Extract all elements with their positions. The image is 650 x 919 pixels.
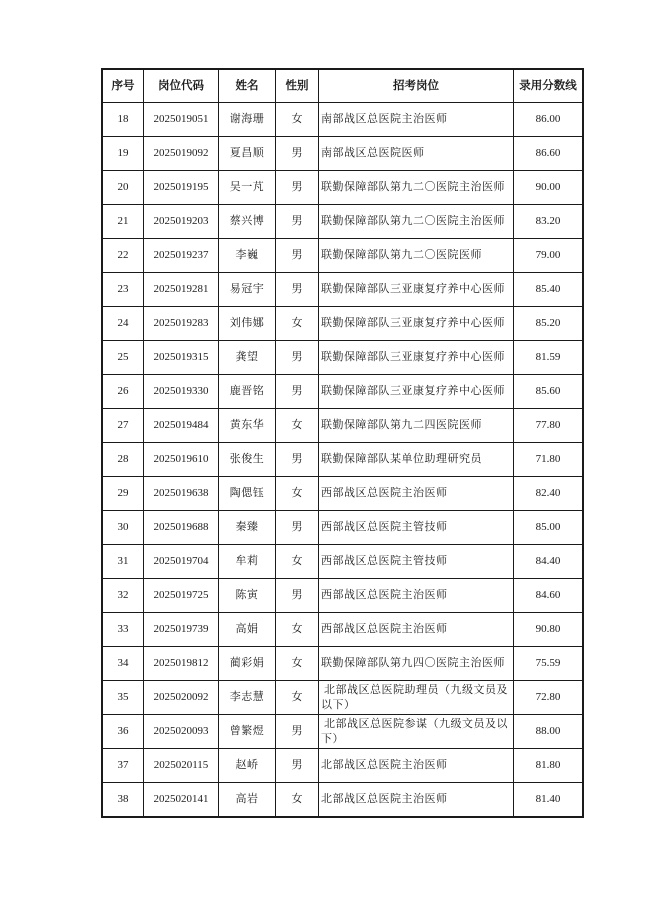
- cell-serial: 35: [102, 681, 144, 715]
- cell-position: 西部战区总医院主管技师: [319, 511, 514, 545]
- cell-position: 联勤保障部队三亚康复疗养中心医师: [319, 273, 514, 307]
- cell-position: 西部战区总医院主管技师: [319, 545, 514, 579]
- table-row: [102, 511, 583, 545]
- cell-name: 张俊生: [219, 443, 276, 477]
- cell-gender: 男: [276, 239, 319, 273]
- cell-gender: 女: [276, 783, 319, 818]
- cell-gender: 女: [276, 545, 319, 579]
- cell-serial: 19: [102, 137, 144, 171]
- cell-name: 曾繁煜: [219, 715, 276, 749]
- cell-position: 联勤保障部队某单位助理研究员: [319, 443, 514, 477]
- cell-code: 2025019315: [144, 341, 219, 375]
- cell-name: 牟莉: [219, 545, 276, 579]
- table-row: [102, 477, 583, 511]
- cell-score: 81.59: [514, 341, 584, 375]
- table-row: [102, 137, 583, 171]
- table-row: [102, 205, 583, 239]
- cell-gender: 男: [276, 205, 319, 239]
- cell-name: 刘伟娜: [219, 307, 276, 341]
- cell-position: 联勤保障部队三亚康复疗养中心医师: [319, 375, 514, 409]
- cell-position: 北部战区总医院主治医师: [319, 783, 514, 818]
- cell-score: 86.00: [514, 103, 584, 137]
- cell-gender: 男: [276, 273, 319, 307]
- cell-code: 2025019688: [144, 511, 219, 545]
- cell-position: 北部战区总医院参谋（九级文员及以下）: [319, 715, 514, 749]
- cell-serial: 26: [102, 375, 144, 409]
- column-header-name: 姓名: [219, 69, 276, 103]
- cell-name: 赵峤: [219, 749, 276, 783]
- cell-name: 谢海珊: [219, 103, 276, 137]
- cell-gender: 女: [276, 103, 319, 137]
- cell-score: 85.60: [514, 375, 584, 409]
- table-row: [102, 103, 583, 137]
- cell-gender: 男: [276, 443, 319, 477]
- cell-score: 90.00: [514, 171, 584, 205]
- cell-gender: 男: [276, 375, 319, 409]
- table-row: [102, 749, 583, 783]
- cell-name: 蔡兴博: [219, 205, 276, 239]
- cell-position: 联勤保障部队三亚康复疗养中心医师: [319, 341, 514, 375]
- cell-serial: 37: [102, 749, 144, 783]
- cell-score: 84.60: [514, 579, 584, 613]
- cell-score: 81.80: [514, 749, 584, 783]
- cell-code: 2025020115: [144, 749, 219, 783]
- cell-score: 90.80: [514, 613, 584, 647]
- table-body: [102, 103, 583, 818]
- table-row: [102, 783, 583, 818]
- cell-serial: 28: [102, 443, 144, 477]
- cell-name: 高娟: [219, 613, 276, 647]
- cell-position: 西部战区总医院主治医师: [319, 477, 514, 511]
- cell-score: 72.80: [514, 681, 584, 715]
- cell-gender: 女: [276, 307, 319, 341]
- header-row: [102, 69, 583, 103]
- cell-code: 2025020141: [144, 783, 219, 818]
- cell-name: 陈寅: [219, 579, 276, 613]
- cell-position: 联勤保障部队第九二四医院医师: [319, 409, 514, 443]
- table-row: [102, 579, 583, 613]
- cell-gender: 男: [276, 341, 319, 375]
- cell-code: 2025020093: [144, 715, 219, 749]
- cell-name: 易冠宇: [219, 273, 276, 307]
- cell-position: 北部战区总医院助理员（九级文员及以下）: [319, 681, 514, 715]
- cell-code: 2025019610: [144, 443, 219, 477]
- cell-serial: 23: [102, 273, 144, 307]
- table-row: [102, 307, 583, 341]
- cell-serial: 21: [102, 205, 144, 239]
- cell-serial: 24: [102, 307, 144, 341]
- cell-position: 南部战区总医院主治医师: [319, 103, 514, 137]
- cell-name: 鹿晋铭: [219, 375, 276, 409]
- cell-code: 2025019638: [144, 477, 219, 511]
- cell-position: 西部战区总医院主治医师: [319, 579, 514, 613]
- cell-gender: 男: [276, 579, 319, 613]
- table-row: [102, 715, 583, 749]
- cell-score: 81.40: [514, 783, 584, 818]
- cell-serial: 34: [102, 647, 144, 681]
- table-head: [102, 69, 583, 103]
- cell-name: 高岩: [219, 783, 276, 818]
- cell-name: 秦臻: [219, 511, 276, 545]
- cell-name: 吴一芃: [219, 171, 276, 205]
- cell-serial: 29: [102, 477, 144, 511]
- cell-position: 联勤保障部队第九二〇医院医师: [319, 239, 514, 273]
- cell-position: 北部战区总医院主治医师: [319, 749, 514, 783]
- cell-position: 联勤保障部队第九二〇医院主治医师: [319, 171, 514, 205]
- column-header-code: 岗位代码: [144, 69, 219, 103]
- cell-position: 联勤保障部队第九二〇医院主治医师: [319, 205, 514, 239]
- cell-score: 77.80: [514, 409, 584, 443]
- cell-code: 2025019092: [144, 137, 219, 171]
- column-header-serial: 序号: [102, 69, 144, 103]
- cell-gender: 男: [276, 749, 319, 783]
- cell-name: 李志慧: [219, 681, 276, 715]
- cell-code: 2025019725: [144, 579, 219, 613]
- cell-gender: 女: [276, 409, 319, 443]
- cell-gender: 女: [276, 613, 319, 647]
- cell-name: 龚望: [219, 341, 276, 375]
- table-row: [102, 375, 583, 409]
- cell-position: 联勤保障部队三亚康复疗养中心医师: [319, 307, 514, 341]
- cell-gender: 男: [276, 715, 319, 749]
- cell-gender: 女: [276, 477, 319, 511]
- cell-code: 2025019283: [144, 307, 219, 341]
- cell-name: 李巍: [219, 239, 276, 273]
- cell-name: 夏昌顺: [219, 137, 276, 171]
- cell-position: 西部战区总医院主治医师: [319, 613, 514, 647]
- cell-score: 83.20: [514, 205, 584, 239]
- cell-serial: 31: [102, 545, 144, 579]
- cell-gender: 女: [276, 681, 319, 715]
- cell-gender: 女: [276, 647, 319, 681]
- recruitment-score-table: [101, 68, 584, 818]
- cell-code: 2025019281: [144, 273, 219, 307]
- cell-serial: 30: [102, 511, 144, 545]
- column-header-position: 招考岗位: [319, 69, 514, 103]
- cell-serial: 22: [102, 239, 144, 273]
- cell-score: 71.80: [514, 443, 584, 477]
- cell-serial: 27: [102, 409, 144, 443]
- cell-score: 88.00: [514, 715, 584, 749]
- cell-position: 南部战区总医院医师: [319, 137, 514, 171]
- cell-code: 2025019484: [144, 409, 219, 443]
- cell-name: 蔺彩娟: [219, 647, 276, 681]
- cell-code: 2025019203: [144, 205, 219, 239]
- cell-serial: 18: [102, 103, 144, 137]
- column-header-score: 录用分数线: [514, 69, 584, 103]
- table-row: [102, 545, 583, 579]
- cell-serial: 36: [102, 715, 144, 749]
- table-row: [102, 239, 583, 273]
- cell-code: 2025019330: [144, 375, 219, 409]
- cell-score: 79.00: [514, 239, 584, 273]
- cell-score: 85.20: [514, 307, 584, 341]
- cell-score: 85.40: [514, 273, 584, 307]
- table-row: [102, 647, 583, 681]
- cell-code: 2025019739: [144, 613, 219, 647]
- cell-position: 联勤保障部队第九四〇医院主治医师: [319, 647, 514, 681]
- cell-serial: 20: [102, 171, 144, 205]
- table-row: [102, 171, 583, 205]
- column-header-gender: 性别: [276, 69, 319, 103]
- cell-gender: 男: [276, 137, 319, 171]
- cell-name: 陶偲钰: [219, 477, 276, 511]
- cell-score: 84.40: [514, 545, 584, 579]
- table-row: [102, 409, 583, 443]
- cell-gender: 男: [276, 171, 319, 205]
- cell-serial: 32: [102, 579, 144, 613]
- cell-score: 85.00: [514, 511, 584, 545]
- cell-serial: 33: [102, 613, 144, 647]
- cell-serial: 38: [102, 783, 144, 818]
- table-row: [102, 443, 583, 477]
- table-row: [102, 613, 583, 647]
- table-row: [102, 341, 583, 375]
- cell-score: 75.59: [514, 647, 584, 681]
- cell-serial: 25: [102, 341, 144, 375]
- cell-score: 86.60: [514, 137, 584, 171]
- cell-score: 82.40: [514, 477, 584, 511]
- cell-code: 2025019051: [144, 103, 219, 137]
- cell-code: 2025020092: [144, 681, 219, 715]
- cell-code: 2025019237: [144, 239, 219, 273]
- cell-gender: 男: [276, 511, 319, 545]
- cell-code: 2025019812: [144, 647, 219, 681]
- cell-code: 2025019704: [144, 545, 219, 579]
- table-row: [102, 681, 583, 715]
- cell-code: 2025019195: [144, 171, 219, 205]
- table-row: [102, 273, 583, 307]
- cell-name: 黄东华: [219, 409, 276, 443]
